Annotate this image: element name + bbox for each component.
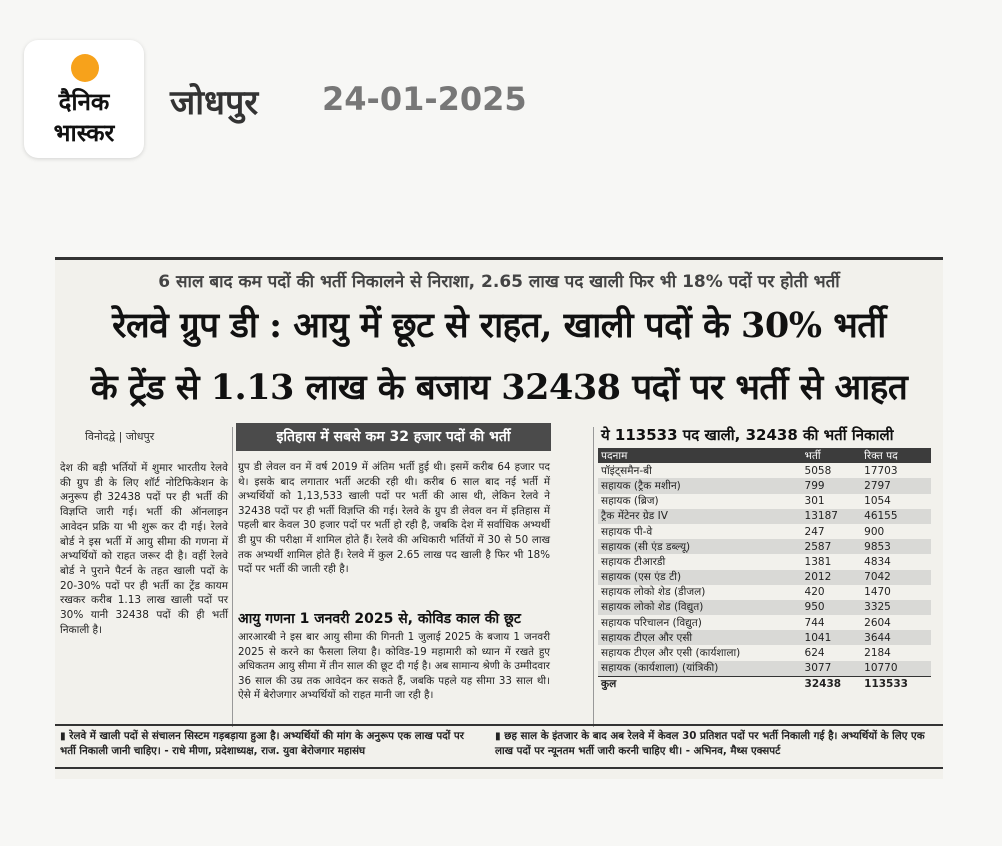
vacancy-count: 7042 [861,570,931,585]
top-rule [55,257,943,260]
vacancy-count: 2184 [864,647,891,660]
table-row [598,630,931,645]
newspaper-clipping [55,257,943,779]
recruitment-count: 744 [804,616,825,629]
table-header-row [598,448,931,463]
table-total-row [598,676,931,692]
recruitment-count: 247 [804,525,825,538]
post-name: सहायक टीएल और एसी [598,630,802,645]
post-name: ट्रैक मेंटेनर ग्रेड IV [598,509,802,524]
table-row [598,570,931,585]
table-row [598,645,931,660]
total-recruitment: 32438 [802,676,862,692]
table-title: ये 113533 पद खाली, 32438 की भर्ती निकाली [601,426,894,444]
logo-text-line2: भास्कर [53,119,115,147]
subheading-age-calc: आयु गणना 1 जनवरी 2025 से, कोविड काल की छूट [238,611,521,627]
dainik-bhaskar-logo [24,40,144,158]
headline-line-1: रेलवे ग्रुप डी : आयु में छूट से राहत, खाली पदों के 30% भर्ती [112,305,886,346]
table-row [598,494,931,509]
recruitment-count: 624 [804,647,825,660]
article-column-2: ग्रुप डी लेवल वन में वर्ष 2019 में अंतिम भर्ती हुई थी। इसमें करीब 64 हजार पद थे। इसके बाद लगातार भर्ती अटकी रही थी। करीब 6 साल बाद नई भर्ती में अभ्यर्थियों को 1,13,533 खाली पदों पर भर्ती की आस थी, लेकिन रेलवे ने 32438 पदों पर ही भर्ती विज्ञप्ति की गई। रेलवे के ग्रुप डी लेवल वन में इतिहास में पहली बार केवल 30 हजार पदों पर भर्ती हो रही है, जबकि देश में सर्वाधिक अभ्यर्थी डी ग्रुप की परीक्षा में शामिल होते हैं। रेलवे की अधिकारी भर्तियों में 30 से 50 लाख तक अभ्यर्थी शामिल होते हैं। रेलवे में कुल 2.65 लाख पद खाली है फिर भी 18% पदों पर भर्ती की जाती रही है। [238,461,550,576]
recruitment-count: 2012 [802,570,862,585]
post-name: सहायक (कार्यशाला) (यांत्रिकी) [598,661,802,677]
recruitment-count: 5058 [804,464,832,477]
table-row [598,661,931,677]
post-name: सहायक (एस एंड टी) [598,570,802,585]
table-row [598,463,931,478]
table-row [598,509,931,524]
table-row [598,539,931,554]
post-name: पॉइंट्समैन-बी [601,464,652,477]
edition-city: जोधपुर [170,83,259,123]
vacancy-count: 900 [864,525,885,538]
recruitment-count: 13187 [802,509,862,524]
quote-abhinav: ▮ छह साल के इंतजार के बाद अब रेलवे में केवल 30 प्रतिशत पदों पर भर्ती निकाली गई है। अभ्यर्थियों के लिए एक लाख पदों पर न्यूनतम भर्ती जारी करनी चाहिए थी। - अभिनव, मैथ्स एक्सपर्ट [495,730,925,757]
vacancy-count: 2604 [864,616,891,629]
recruitment-count: 950 [802,600,862,615]
vacancy-count: 2797 [861,478,931,493]
vacancy-count: 1054 [864,495,891,508]
post-name: सहायक टीएल और एसी (कार्यशाला) [601,647,741,660]
table-row [598,615,931,630]
table-row [598,585,931,600]
table-row [598,478,931,493]
recruitment-count: 301 [804,495,825,508]
post-name: सहायक लोको शेड (विद्युत) [598,600,802,615]
vacancy-count: 17703 [864,464,898,477]
post-name: सहायक टीआरडी [601,555,666,568]
header-post: पदनाम [598,448,802,463]
logo-text-line1: दैनिक [58,88,110,116]
post-name: सहायक लोको शेड (डीजल) [601,586,706,599]
post-name: सहायक पी-वे [601,525,653,538]
post-name: सहायक परिचालन (विद्युत) [601,616,702,629]
post-name: सहायक (ट्रैक मशीन) [598,478,802,493]
table-row [598,524,931,539]
quote-radhe-meena: ▮ रेलवे में खाली पदों से संचालन सिस्टम गड़बड़ाया हुआ है। अभ्यर्थियों की मांग के अनुरूप एक लाख पदों पर भर्ती निकाली जानी चाहिए। - राधे मीणा, प्रदेशाध्यक्ष, राज. युवा बेरोजगार महासंघ [60,730,464,757]
header-recruitment: भर्ती [802,448,862,463]
recruitment-count: 420 [804,586,825,599]
quotes-rule [55,724,943,726]
recruitment-count: 1041 [802,630,862,645]
total-vacancies: 113533 [861,676,931,692]
vacancy-count: 46155 [861,509,931,524]
recruitment-count: 799 [802,478,862,493]
sun-icon [71,54,99,82]
article-column-1: देश की बड़ी भर्तियों में शुमार भारतीय रेलवे की ग्रुप डी के लिए शॉर्ट नोटिफिकेशन के अनुरूप ही 32438 पदों पर ही भर्ती की विज्ञप्ति जारी गई। भर्ती की ऑनलाइन आवेदन प्रक्रि या भी शुरू कर दी गई। रेलवे बोर्ड ने इस भर्ती में आयु सीमा की गणना में अभ्यर्थियों को राहत जरूर दी है। वहीं रेलवे बोर्ड ने पुराने पैटर्न के तहत खाली पदों के 20-30% पदों पर ही भर्ती का ट्रेंड कायम रखकर करीब 1.13 लाख खाली पदों पर 30% यानी 32438 पदों की ही भर्ती निकाली है। [60,462,228,636]
column-divider [593,427,594,727]
recruitment-count: 1381 [804,555,832,568]
bottom-rule [55,767,943,769]
vacancy-table [598,448,931,692]
vacancy-count: 3325 [861,600,931,615]
vacancy-count: 3644 [861,630,931,645]
table-row [598,554,931,569]
header-vacancies: रिक्त पद [861,448,931,463]
recruitment-count: 2587 [802,539,862,554]
vacancy-count: 9853 [861,539,931,554]
section-heading-history: इतिहास में सबसे कम 32 हजार पदों की भर्ती [236,423,551,451]
total-label: कुल [598,676,802,692]
column-divider [232,427,233,727]
article-column-2b: आरआरबी ने इस बार आयु सीमा की गिनती 1 जुलाई 2025 के बजाय 1 जनवरी 2025 से करने का फैसला लिया है। कोविड-19 महामारी को ध्यान में रखते हुए अधिकतम आयु सीमा में तीन साल की छूट दी गई है। अब सामान्य श्रेणी के उम्मीदवार 36 साल की उम्र तक आवेदन कर सकते हैं, जबकि पहले यह सीमा 33 साल थी। ऐसे में बेरोजगार अभ्यर्थियों को राहत मानी जा रही है। [238,631,550,702]
kicker: 6 साल बाद कम पदों की भर्ती निकालने से निराशा, 2.65 लाख पद खाली फिर भी 18% पदों पर होती भर्ती [158,272,840,292]
headline-line-2: के ट्रेंड से 1.13 लाख के बजाय 32438 पदों पर भर्ती से आहत [90,367,908,408]
vacancy-count: 10770 [861,661,931,677]
byline: विनोदद्वे | जोधपुर [85,430,155,443]
post-name: सहायक (ब्रिज) [601,495,659,508]
table-row [598,600,931,615]
edition-date: 24-01-2025 [322,80,527,118]
vacancy-count: 1470 [864,586,891,599]
post-name: सहायक (सी एंड डब्ल्यू) [598,539,802,554]
vacancy-count: 4834 [864,555,891,568]
recruitment-count: 3077 [802,661,862,677]
